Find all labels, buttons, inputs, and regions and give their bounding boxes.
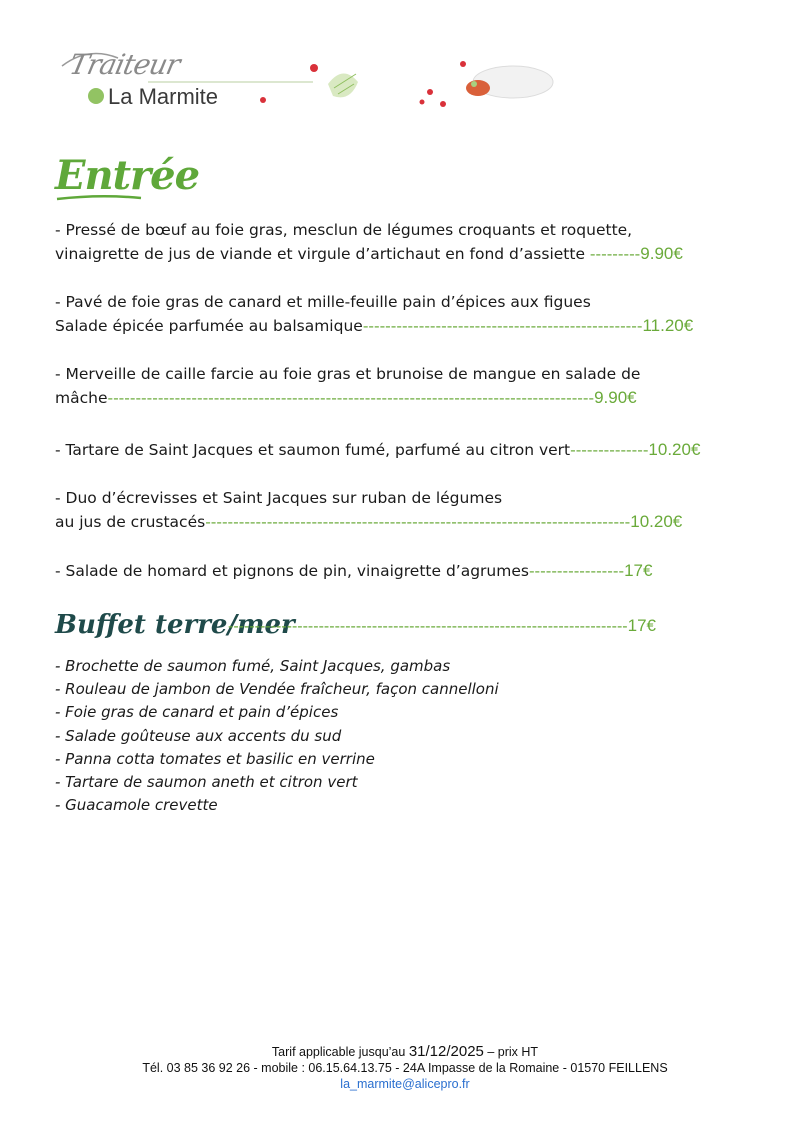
list-item: - Tartare de saumon aneth et citron vert [55, 773, 358, 792]
price: 9.90€ [594, 388, 637, 407]
entree-item-5 [55, 486, 775, 534]
entree-title: Entrée [55, 152, 200, 199]
list-item: - Rouleau de jambon de Vendée fraîcheur, façon cannelloni [55, 680, 499, 699]
dashes: --------------------------------------------------------------------------------------- [107, 389, 595, 407]
entree-item-4 [55, 438, 775, 462]
buffet-price-line [228, 616, 656, 636]
entree-item-3 [55, 362, 775, 410]
dashes: -------------------------------------------------- [362, 317, 643, 335]
footer [0, 1044, 810, 1092]
tarif-suffix: – prix HT [483, 1045, 539, 1059]
entree-item-line: vinaigrette de jus de viande et virgule d’artichaut en fond d’assiette [55, 245, 590, 263]
entree-item-line: - Salade de homard et pignons de pin, vinaigrette d’agrumes [55, 562, 529, 580]
price: 17€ [624, 561, 653, 580]
entree-item-line: - Merveille de caille farcie au foie gras et brunoise de mangue en salade de [55, 365, 641, 383]
dashes: --------- [589, 245, 641, 263]
entree-item-line: - Duo d’écrevisses et Saint Jacques sur ruban de légumes [55, 489, 503, 507]
list-item: - Brochette de saumon fumé, Saint Jacques, gambas [55, 657, 451, 675]
list-item: - Panna cotta tomates et basilic en verrine [55, 749, 375, 768]
list-item: - Guacamole crevette [55, 796, 218, 815]
entree-underline [55, 194, 145, 202]
tarif-prefix: Tarif applicable jusqu’au [271, 1045, 409, 1059]
entree-item-line: - Pressé de bœuf au foie gras, mesclun de légumes croquants et roquette, [55, 221, 633, 239]
email-link[interactable]: la_marmite@alicepro.fr [340, 1077, 470, 1091]
dashes: -------------- [570, 441, 649, 459]
entree-item-line: - Pavé de foie gras de canard et mille-feuille pain d’épices aux figues [55, 293, 591, 311]
logo [58, 44, 558, 114]
price: 17€ [627, 616, 656, 635]
price: 10.20€ [630, 512, 683, 531]
entree-item-line: Salade épicée parfumée au balsamique [55, 317, 363, 335]
price: 10.20€ [648, 440, 701, 459]
buffet-title: Buffet terre/mer [55, 610, 295, 640]
tarif-line [0, 1044, 810, 1060]
entree-item-6 [55, 559, 775, 583]
dashes: --------------------------------------------------------------------------- [228, 618, 628, 635]
price: 11.20€ [642, 316, 694, 335]
entree-item-1 [55, 218, 775, 266]
dashes: ---------------------------------------------------------------------------- [205, 513, 631, 531]
logo-script-text: Traiteur [66, 48, 183, 81]
buffet-list [55, 655, 499, 817]
contact-line: Tél. 03 85 36 92 26 - mobile : 06.15.64.13.75 - 24A Impasse de la Romaine - 01570 FEILLENS [142, 1061, 668, 1075]
price: 9.90€ [640, 244, 683, 263]
entree-item-line: au jus de crustacés [55, 513, 206, 531]
entree-item-2 [55, 290, 775, 338]
tarif-date: 31/12/2025 [408, 1043, 484, 1060]
dashes: ----------------- [528, 562, 625, 580]
logo-name-text: La Marmite [108, 84, 219, 109]
entree-item-line: - Tartare de Saint Jacques et saumon fumé, parfumé au citron vert [55, 441, 571, 459]
list-item: - Foie gras de canard et pain d’épices [55, 703, 339, 722]
entree-item-line: mâche [55, 389, 108, 407]
list-item: - Salade goûteuse aux accents du sud [55, 726, 342, 745]
